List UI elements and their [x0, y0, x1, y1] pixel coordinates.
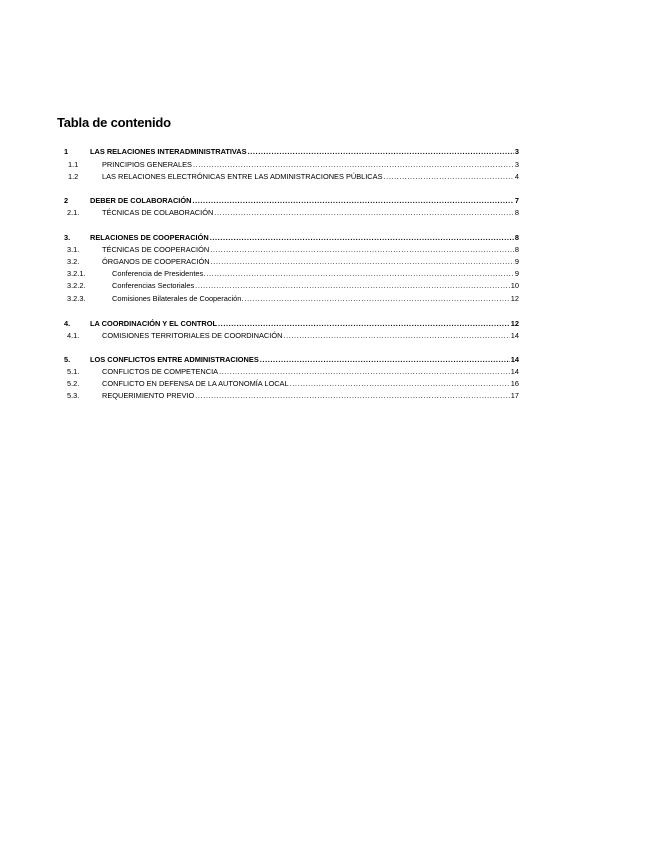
toc-entry-number: 1.2 [68, 172, 79, 181]
toc-entry-page: 8 [514, 208, 519, 217]
toc-entry-label: LOS CONFLICTOS ENTRE ADMINISTRACIONES [90, 355, 259, 364]
toc-leader-dots [260, 354, 510, 366]
toc-entry[interactable] [0, 146, 655, 158]
toc-entry-label: Conferencia de Presidentes. [112, 269, 206, 278]
toc-leader-dots [244, 293, 509, 305]
toc-entry-label: COMISIONES TERRITORIALES DE COORDINACIÓN [102, 331, 283, 340]
toc-entry[interactable] [0, 195, 655, 207]
toc-entry-page: 3 [514, 147, 519, 156]
toc-leader-dots [384, 171, 514, 183]
toc-leader-dots [210, 244, 514, 256]
toc-entry-number: 3. [64, 233, 71, 242]
toc-entry-label: DEBER DE COLABORACIÓN [90, 196, 192, 205]
toc-entry-number: 3.2.1. [67, 269, 86, 278]
toc-entry[interactable] [0, 366, 655, 378]
toc-entry-page: 16 [510, 379, 519, 388]
toc-entry[interactable] [0, 207, 655, 219]
toc-entry-number: 2 [64, 196, 69, 205]
toc-leader-dots [218, 318, 510, 330]
toc-entry-number: 3.2.3. [67, 294, 86, 303]
toc-entry-label: Conferencias Sectoriales [112, 281, 195, 290]
toc-entry[interactable] [0, 256, 655, 268]
toc-entry[interactable] [0, 232, 655, 244]
toc-entry-label: CONFLICTO EN DEFENSA DE LA AUTONOMÍA LOCAL [102, 379, 289, 388]
toc-entry-number: 2.1. [67, 208, 80, 217]
toc-entry-number: 5.1. [67, 367, 80, 376]
toc-entry-page: 8 [514, 245, 519, 254]
toc-entry-label: PRINCIPIOS GENERALES [102, 160, 192, 169]
toc-entry-page: 12 [510, 294, 519, 303]
toc-leader-dots [248, 146, 514, 158]
toc-leader-dots [211, 256, 514, 268]
toc-leader-dots [214, 207, 514, 219]
toc-entry[interactable] [0, 244, 655, 256]
toc-entry-label: RELACIONES DE COOPERACIÓN [90, 233, 209, 242]
toc-entry-number: 3.1. [67, 245, 80, 254]
toc-entry[interactable] [0, 280, 655, 292]
toc-entry-page: 9 [514, 269, 519, 278]
toc-entry-page: 14 [510, 331, 519, 340]
toc-title: Tabla de contenido [57, 115, 171, 130]
toc-entry-number: 1.1 [68, 160, 79, 169]
toc-leader-dots [283, 330, 509, 342]
toc-entry[interactable] [0, 330, 655, 342]
toc-leader-dots [192, 195, 513, 207]
toc-entry-page: 3 [514, 160, 519, 169]
toc-entry-number: 5.2. [67, 379, 80, 388]
toc-entry-page: 10 [510, 281, 519, 290]
toc-entry-label: LAS RELACIONES INTERADMINISTRATIVAS [90, 147, 247, 156]
toc-entry-page: 14 [510, 367, 519, 376]
toc-leader-dots [210, 232, 514, 244]
toc-entry-label: CONFLICTOS DE COMPETENCIA [102, 367, 219, 376]
toc-entry[interactable] [0, 268, 655, 280]
toc-entry-label: LA COORDINACIÓN Y EL CONTROL [90, 319, 218, 328]
toc-entry[interactable] [0, 354, 655, 366]
toc-entry-page: 4 [514, 172, 519, 181]
toc-entry-number: 1 [64, 147, 69, 156]
toc-entry[interactable] [0, 390, 655, 402]
toc-entry[interactable] [0, 318, 655, 330]
toc-entry-page: 8 [514, 233, 519, 242]
toc-entry-number: 5.3. [67, 391, 80, 400]
toc-leader-dots [195, 280, 510, 292]
toc-entry-page: 7 [514, 196, 519, 205]
toc-entry-page: 9 [514, 257, 519, 266]
toc-entry[interactable] [0, 293, 655, 305]
toc-leader-dots [206, 268, 514, 280]
toc-leader-dots [219, 366, 510, 378]
toc-leader-dots [195, 390, 510, 402]
toc-entry-number: 3.2.2. [67, 281, 86, 290]
toc-entry[interactable] [0, 378, 655, 390]
toc-entry-number: 3.2. [67, 257, 80, 266]
toc-entry-label: Comisiones Bilaterales de Cooperación. [112, 294, 244, 303]
toc-entry-page: 17 [510, 391, 519, 400]
toc-entry[interactable] [0, 159, 655, 171]
toc-leader-dots [290, 378, 510, 390]
toc-entry-page: 14 [510, 355, 519, 364]
toc-entry-label: ÓRGANOS DE COOPERACIÓN [102, 257, 210, 266]
toc-entry-page: 12 [510, 319, 519, 328]
toc-entry-label: TÉCNICAS DE COOPERACIÓN [102, 245, 210, 254]
toc-entry-number: 4. [64, 319, 71, 328]
toc-entry-number: 4.1. [67, 331, 80, 340]
toc-entry[interactable] [0, 171, 655, 183]
toc-entry-label: REQUERIMIENTO PREVIO [102, 391, 195, 400]
toc-entry-label: LAS RELACIONES ELECTRÓNICAS ENTRE LAS ADMINISTRACIONES PÚBLICAS [102, 172, 383, 181]
toc-entry-number: 5. [64, 355, 71, 364]
toc-entry-label: TÉCNICAS DE COLABORACIÓN [102, 208, 214, 217]
toc-leader-dots [193, 159, 514, 171]
